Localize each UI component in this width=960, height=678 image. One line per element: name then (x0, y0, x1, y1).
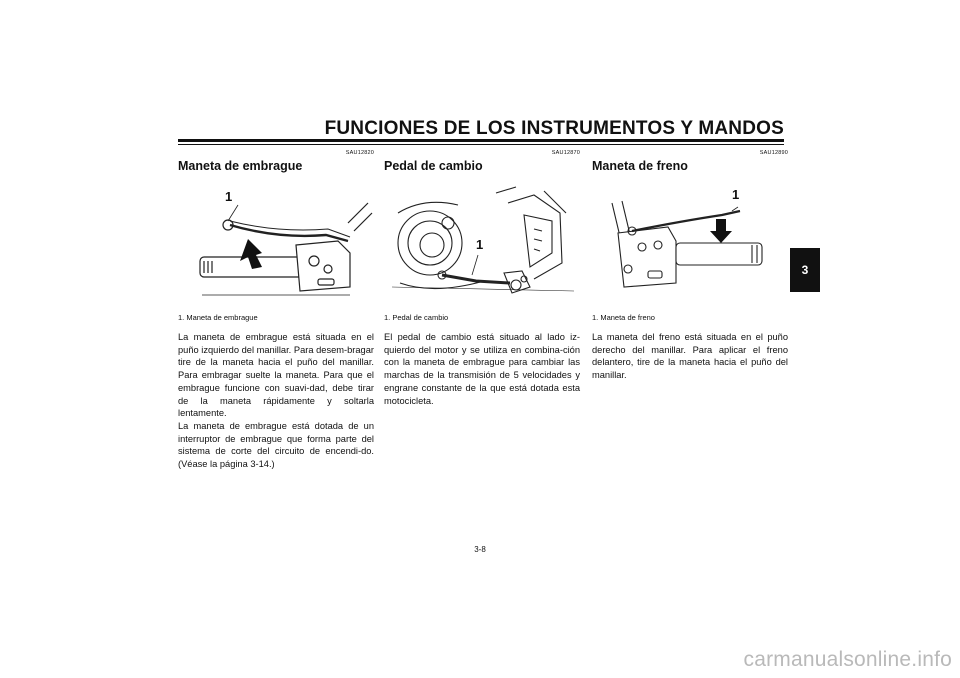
section-title: Maneta de freno (592, 159, 688, 173)
page-number: 3-8 (474, 545, 486, 554)
header-rule-thin (178, 144, 784, 145)
brake-lever-figure (592, 183, 788, 301)
section-brake-lever (592, 150, 788, 382)
callout-number: 1 (476, 237, 484, 252)
clutch-lever-illustration (178, 183, 374, 301)
paragraph: El pedal de cambio está situado al lado iz-quierdo del motor y se utiliza en combina-ción con la maneta de embrague para cambiar las marchas de la transmisión de 5 velocidades y engrane constante de la que está dotada esta motocicleta. (384, 332, 580, 406)
figure-caption: 1. Maneta de embrague (178, 313, 258, 322)
section-clutch-lever (178, 150, 374, 471)
figure-caption: 1. Pedal de cambio (384, 313, 449, 322)
section-body (384, 331, 580, 407)
section-code: SAU12870 (551, 150, 580, 156)
section-body (592, 331, 788, 382)
paragraph: La maneta de embrague está dotada de un interruptor de embrague que forma parte del sistema de corte del circuito de encendi-do. (Véase la página 3-14.) (178, 420, 374, 470)
paragraph: La maneta del freno está situada en el puño derecho del manillar. Para aplicar el freno delantero, tire de la maneta hacia el puño del manillar. (592, 332, 788, 381)
clutch-lever-figure (178, 183, 374, 301)
section-title: Maneta de embrague (178, 159, 303, 173)
page-header-title: FUNCIONES DE LOS INSTRUMENTOS Y MANDOS (324, 118, 784, 139)
figure-caption: 1. Maneta de freno (592, 313, 655, 322)
header-rule (178, 139, 784, 142)
section-code: SAU12820 (345, 150, 374, 156)
callout-number: 1 (732, 187, 740, 202)
shift-pedal-figure (384, 183, 580, 301)
section-body (178, 331, 374, 471)
paragraph: La maneta de embrague está situada en el puño izquierdo del manillar. Para desem-bragar tire de la maneta hacia el puño del manillar. Para embragar suelte la maneta. Para que el embrague funcione con suavi-dad, debe tirar de la maneta rápidamente y soltarla lentamente. (178, 332, 374, 419)
callout-number: 1 (225, 189, 233, 204)
section-shift-pedal (384, 150, 580, 407)
chapter-tab[interactable]: 3 (790, 248, 820, 292)
brake-lever-illustration (592, 183, 788, 301)
watermark: carmanualsonline.info (743, 648, 952, 671)
section-title: Pedal de cambio (384, 159, 483, 173)
section-code: SAU12890 (759, 150, 788, 156)
